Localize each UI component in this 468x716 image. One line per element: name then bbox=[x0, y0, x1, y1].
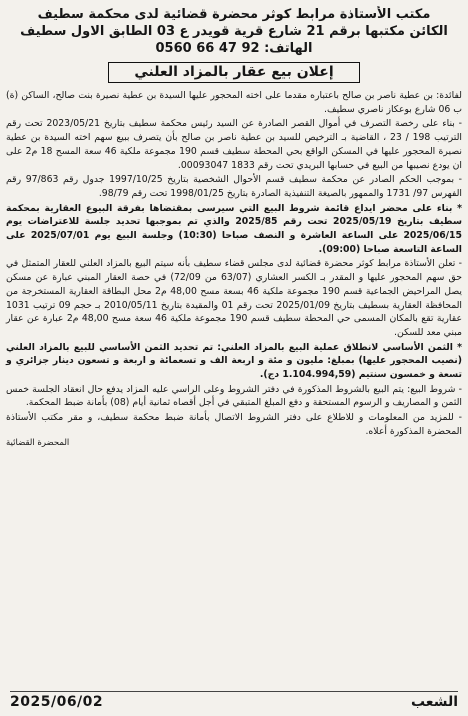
paragraph-sale-conditions: - شروط البيع: يتم البيع بالشروط المذكورة في دفتر الشروط وعلى الراسي عليه المزاد يدفع حال انعقاد الجلسة خمس الثمن و المصاريف و الرسوم المستحقة و دفع المبلغ المتبقي في أجل أقصاه ثمانية أيام (08) بأمانة ضبط المحكمة. bbox=[6, 383, 462, 409]
paragraph-beneficiary: لفائدة: بن عطية ناصر بن صالح باعتباره مقدما على اخته المحجور عليها السيدة بن عطية نصيرة بنت صالح، الساكن (ة) ب 06 شارع بوعكاز ناصري سطيف. bbox=[6, 90, 462, 115]
header-line-address: الكائن مكتبها برقم 21 شارع قرية قويدر ع 03 الطابق الاول سطيف bbox=[20, 24, 448, 39]
paragraph-base-price: * الثمن الأساسي لانطلاق عملية البيع بالمزاد العلني: تم تحديد الثمن الأساسي للبيع بالمزاد العلني (نصيب المحجور عليها) بمبلغ: مليون و مئة و اربعة الف و تسعمائة و اربعة و تسعون دينار جزائري و تسعة و خمسون سنتيم (1.104.994,59 دج). bbox=[6, 341, 462, 381]
phone-number: 0560 66 47 92 bbox=[155, 41, 260, 56]
header-line-phone bbox=[6, 40, 462, 57]
paragraph-judgment: - بموجب الحكم الصادر عن محكمة سطيف قسم الأحوال الشخصية بتاريخ 1997/10/25 جدول رقم 97/863 رقم الفهرس 97/ 1731 والممهور بالصيغة التنفيذية الصادرة بتاريخ 1998/01/25 تحت رقم 98/79. bbox=[6, 174, 462, 199]
paragraph-deposit: * بناء على محضر ايداع قائمة شروط البيع التي سيرسى بمقتضاها بفرقة البيوع العقارية بمحكمة سطيف بتاريخ 2025/05/19 تحت رقم 2025/85 والذي تم بموجبها تحديد جلسة للاعتراضات يوم 2025/06/15 على الساعة العاشرة و النصف صباحا (10:30) وجلسة البيع يوم 2025/07/01 على الساعة التاسعة صباحا (09:00). bbox=[6, 202, 463, 255]
notice-body bbox=[6, 89, 462, 439]
paragraph-authorization: - بناء على رخصة التصرف في أموال القصر الصادرة عن السيد رئيس محكمة سطيف بتاريخ 2023/05/21 تحت رقم الترتيب 198 / 23 ، القاضية بـ الترخيص للسيد بن عطية ناصر بن صالح بأن يتصرف ببيع سهم اخته السيدة بن عطية نصيرة المحجور عليها في المسكن الواقع بحي المحطة سطيف قسم 190 مجموعة ملكية 46 سعة المسح 18 م2 على ان يودع نصيبها من البيع في حسابها البريدي تحت رقم 1833 00093047. bbox=[6, 118, 463, 171]
notice-title: إعلان بيع عقار بالمزاد العلني bbox=[108, 62, 360, 83]
publication-date: 2025/06/02 bbox=[10, 694, 104, 710]
newspaper-footer bbox=[10, 691, 458, 712]
bailiff-signature: المحضرة القضائية bbox=[6, 437, 70, 448]
bailiff-office-header bbox=[6, 6, 462, 57]
paragraph-contact: - للمزيد من المعلومات و للاطلاع على دفتر الشروط الاتصال بأمانة ضبط محكمة سطيف، و مقر مكتب الأستاذة المحضرة المذكورة أعلاه. bbox=[6, 412, 462, 437]
paragraph-announcement: - تعلن الأستاذة مرابط كوثر محضرة قضائية لدى مجلس قضاء سطيف بأنه سيتم البيع بالمزاد العلني للعقار المتمثل في حق سهم المحجور عليها و المقدر بـ الكسر العشاري (63/07 من 72/09) في حصة العقار المبني عبارة عن مسكن يصل المراحيض الجماعية قسم 190 مجموعة ملكية 46 بسعة مسح 48,00 م2 محل البطاقة العقارية المستخرجة من المحافظة العقارية بسطيف بتاريخ 2025/01/09 تحت رقم 01 والمقيدة بتاريخ 2010/05/11 بـ حجم 09 ترتيب 1031 عقارية تقع بالمكان المسمى حي المحطة سطيف قسم 190 مجموعة ملكية 46 سعة مسح 48,00 م2 عبارة عن عقار مبني معد للسكن. bbox=[6, 258, 463, 338]
header-line-office: مكتب الأستاذة مرابط كوثر محضرة قضائية لدى محكمة سطيف bbox=[37, 7, 431, 22]
phone-label: الهاتف: bbox=[264, 41, 313, 56]
newspaper-name: الشعب bbox=[410, 694, 458, 710]
